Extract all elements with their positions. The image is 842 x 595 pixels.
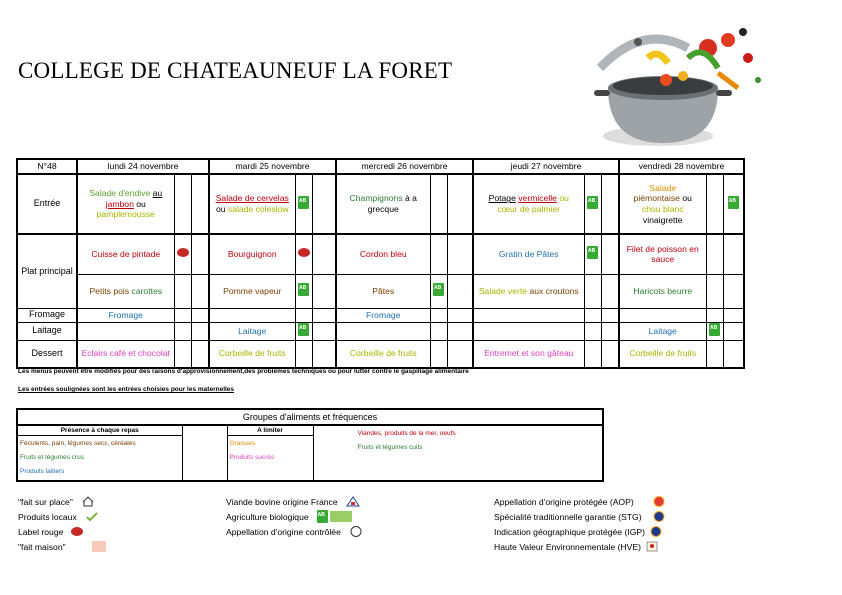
legend-label: "fait maison"	[18, 541, 66, 552]
entree-tuesday: Salade de cervelas ou salade coleslow	[209, 174, 295, 234]
stg-icon	[652, 511, 666, 522]
group-item: Graisses	[229, 440, 256, 447]
group-item: Féculents, pain, légumes secs, céréales	[20, 440, 136, 447]
garniture-thursday: Salade verte aux croutons	[473, 274, 584, 308]
organic-icon	[433, 283, 444, 296]
entree-wednesday: Champignons à a grecque	[336, 174, 430, 234]
row-label-fromage: Fromage	[17, 308, 77, 322]
house-icon	[81, 496, 95, 507]
french-beef-icon	[346, 496, 360, 507]
row-label-laitage: Laitage	[17, 322, 77, 340]
day-header: vendredi 28 novembre	[619, 159, 744, 174]
groups-title: Groupes d'aliments et fréquences	[17, 409, 603, 425]
group-item: Produits sucrés	[229, 454, 275, 461]
legend-label: "fait sur place"	[18, 496, 73, 507]
row-label-plat: Plat principal	[17, 234, 77, 308]
homemade-icon	[92, 541, 106, 552]
garniture-monday: Petits pois carottes	[77, 274, 174, 308]
label-rouge-icon	[71, 527, 83, 536]
fromage-monday: Fromage	[77, 308, 174, 322]
group-item: Viandes, produits de la mer, oeufs	[357, 430, 456, 437]
legend-label: Agriculture biologique	[226, 511, 309, 522]
group-item: Fruits et légumes crus	[20, 454, 84, 461]
dessert-wednesday: Corbeille de fruits	[336, 340, 430, 368]
fromage-wednesday: Fromage	[336, 308, 430, 322]
row-label-entree: Entrée	[17, 174, 77, 234]
note-maternelles: Les entrées soulignées sont les entrées choisies pour les maternelles	[18, 386, 235, 393]
hve-icon	[645, 541, 659, 552]
dessert-thursday: Entremet et son gâteau	[473, 340, 584, 368]
aop-icon	[652, 496, 666, 507]
organic-ab-icon	[317, 510, 328, 523]
organic-icon	[298, 196, 309, 209]
groups-header-limit: A limiter	[227, 425, 313, 436]
legend-label: Label rouge	[18, 526, 64, 537]
organic-icon	[587, 196, 598, 209]
local-products-icon	[85, 511, 99, 522]
organic-icon	[587, 246, 598, 259]
legend-label: Haute Valeur Environnementale (HVE)	[494, 541, 641, 552]
aoc-icon	[349, 526, 363, 537]
group-item: Fruits et légumes cuits	[357, 444, 423, 451]
dessert-tuesday: Corbeille de fruits	[209, 340, 295, 368]
legend-column-3	[494, 494, 666, 554]
entree-thursday: Potage vermicelle ou cœur de palmier	[473, 174, 584, 234]
weekly-menu-table	[16, 158, 745, 369]
legend-label: Appellation d'origine contrôlée	[226, 526, 341, 537]
cooking-pot-illustration	[588, 18, 770, 153]
dessert-monday: Eclairs café et chocolat	[77, 340, 174, 368]
legend-label: Viande bovine origine France	[226, 496, 338, 507]
legend-label: Appellation d'origine protégée (AOP)	[494, 496, 634, 507]
plat-tuesday: Bourguignon	[209, 234, 295, 274]
legend-column-2	[226, 494, 363, 539]
legend-label: Produits locaux	[18, 511, 77, 522]
entree-friday: Salade piémontaise ou chou blanc vinaigrette	[619, 174, 706, 234]
igp-icon	[649, 526, 663, 537]
label-rouge-icon	[298, 248, 310, 257]
eu-organic-icon	[330, 511, 352, 522]
row-label-dessert: Dessert	[17, 340, 77, 368]
label-rouge-icon	[177, 248, 189, 257]
day-header: mercredi 26 novembre	[336, 159, 473, 174]
menu-number: N°48	[17, 159, 77, 174]
organic-icon	[298, 283, 309, 296]
day-header: lundi 24 novembre	[77, 159, 209, 174]
garniture-friday: Haricots beurre	[619, 274, 706, 308]
group-item: Produits laitiers	[20, 468, 65, 475]
legend-column-1	[18, 494, 106, 554]
organic-icon	[728, 196, 739, 209]
plat-friday: Filet de poisson en sauce	[619, 234, 706, 274]
food-groups-table	[16, 408, 604, 482]
dessert-friday: Corbeille de fruits	[619, 340, 706, 368]
plat-thursday: Gratin de Pâtes	[473, 234, 584, 274]
garniture-tuesday: Pomme vapeur	[209, 274, 295, 308]
page-title: COLLEGE DE CHATEAUNEUF LA FORET	[18, 58, 453, 83]
entree-monday: Salade d'endive au jambon ou pamplemousse	[77, 174, 174, 234]
groups-header-each-meal: Présence à chaque repas	[17, 425, 182, 436]
legend-label: Spécialité traditionnelle garantie (STG)	[494, 511, 642, 522]
legend-label: Indication géographique protégée (IGP)	[494, 526, 645, 537]
plat-wednesday: Cordon bleu	[336, 234, 430, 274]
day-header: mardi 25 novembre	[209, 159, 336, 174]
note-menu-changes: Les menus peuvent être modifiés pour des raisons d'approvisionnement,des problèmes techniques ou pour lutter contre le gaspillage alimentaire	[18, 368, 469, 375]
organic-icon	[298, 323, 309, 336]
organic-icon	[709, 323, 720, 336]
laitage-friday: Laitage	[619, 322, 706, 340]
day-header: jeudi 27 novembre	[473, 159, 619, 174]
plat-monday: Cuisse de pintade	[77, 234, 174, 274]
laitage-tuesday: Laitage	[209, 322, 295, 340]
garniture-wednesday: Pâtes	[336, 274, 430, 308]
